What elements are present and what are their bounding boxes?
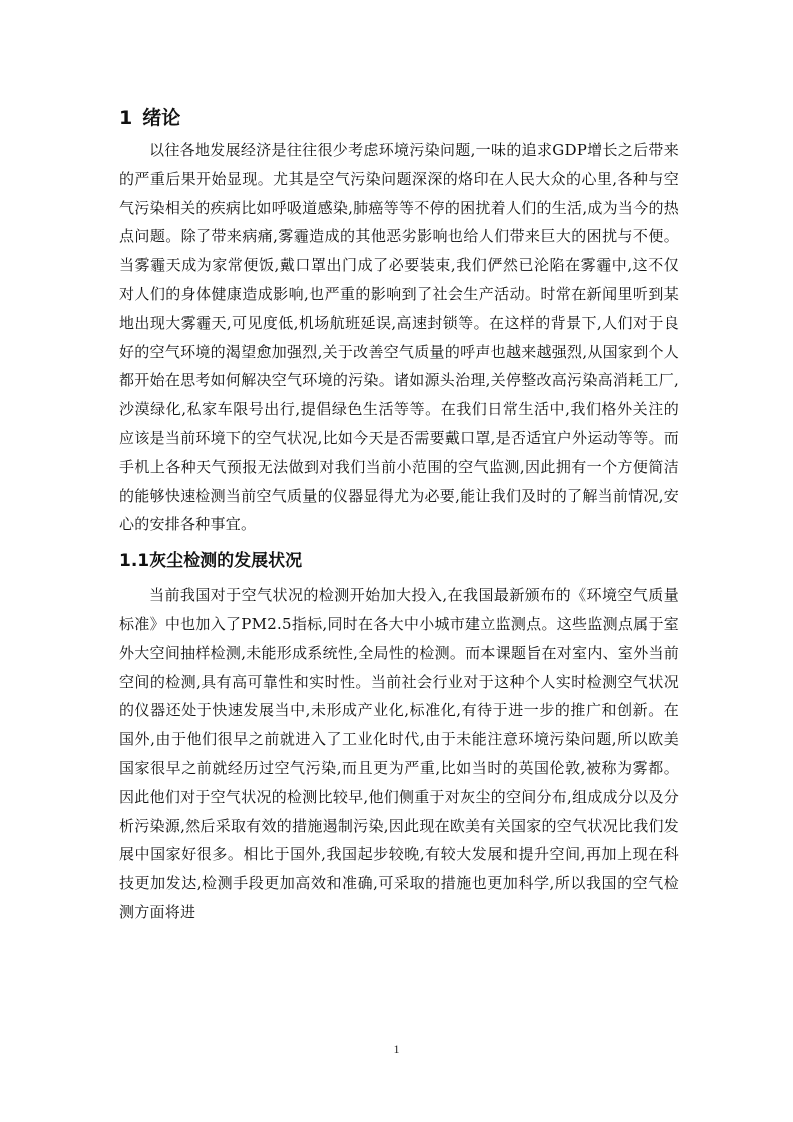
page-content xyxy=(119,100,679,927)
section-paragraph: 当前我国对于空气状况的检测开始加大投入,在我国最新颁布的《环境空气质量标准》中也加入了PM2.5指标,同时在各大中小城市建立监测点。这些监测点属于室外大空间抽样检测,未能形成系统性,全局性的检测。而本课题旨在对室内、室外当前空间的检测,具有高可靠性和实时性。当前社会行业对于这种个人实时检测空气状况的仪器还处于快速发展当中,未形成产业化,标准化,有待于进一步的推广和创新。在国外,由于他们很早之前就进入了工业化时代,由于未能注意环境污染问题,所以欧美国家很早之前就经历过空气污染,而且更为严重,比如当时的英国伦敦,被称为雾都。因此他们对于空气状况的检测比较早,他们侧重于对灰尘的空间分布,组成成分以及分析污染源,然后采取有效的措施遏制污染,因此现在欧美有关国家的空气状况比我们发展中国家好很多。相比于国外,我国起步较晚,有较大发展和提升空间,再加上现在科技更加发达,检测手段更加高效和准确,可采取的措施也更加科学,所以我国的空气检测方面将进 xyxy=(119,586,679,921)
section-title: 灰尘检测的发展状况 xyxy=(149,551,303,572)
chapter-title: 绪论 xyxy=(142,107,181,129)
intro-paragraph: 以往各地发展经济是往往很少考虑环境污染问题,一味的追求GDP增长之后带来的严重后果开始显现。尤其是空气污染问题深深的烙印在人民大众的心里,各种与空气污染相关的疾病比如呼吸道感染,肺癌等等不停的困扰着人们的生活,成为当今的热点问题。除了带来病痛,雾霾造成的其他恶劣影响也给人们带来巨大的困扰与不便。当雾霾天成为家常便饭,戴口罩出门成了必要装束,我们俨然已沦陷在雾霾中,这不仅对人们的身体健康造成影响,也严重的影响到了社会生产活动。时常在新闻里听到某地出现大雾霾天,可见度低,机场航班延误,高速封锁等。在这样的背景下,人们对于良好的空气环境的渴望愈加强烈,关于改善空气质量的呼声也越来越强烈,从国家到个人都开始在思考如何解决空气环境的污染。诸如源头治理,关停整改高污染高消耗工厂,沙漠绿化,私家车限号出行,提倡绿色生活等等。在我们日常生活中,我们格外关注的应该是当前环境下的空气状况,比如今天是否需要戴口罩,是否适宜户外运动等等。而手机上各种天气预报无法做到对我们当前小范围的空气监测,因此拥有一个方便简洁的能够快速检测当前空气质量的仪器显得尤为必要,能让我们及时的了解当前情况,安心的安排各种事宜。 xyxy=(119,141,679,534)
chapter-number: 1 xyxy=(119,107,133,129)
chapter-heading xyxy=(119,100,679,136)
section-number: 1.1 xyxy=(119,551,150,572)
page-number: 1 xyxy=(393,1042,400,1056)
section-heading xyxy=(119,543,679,579)
